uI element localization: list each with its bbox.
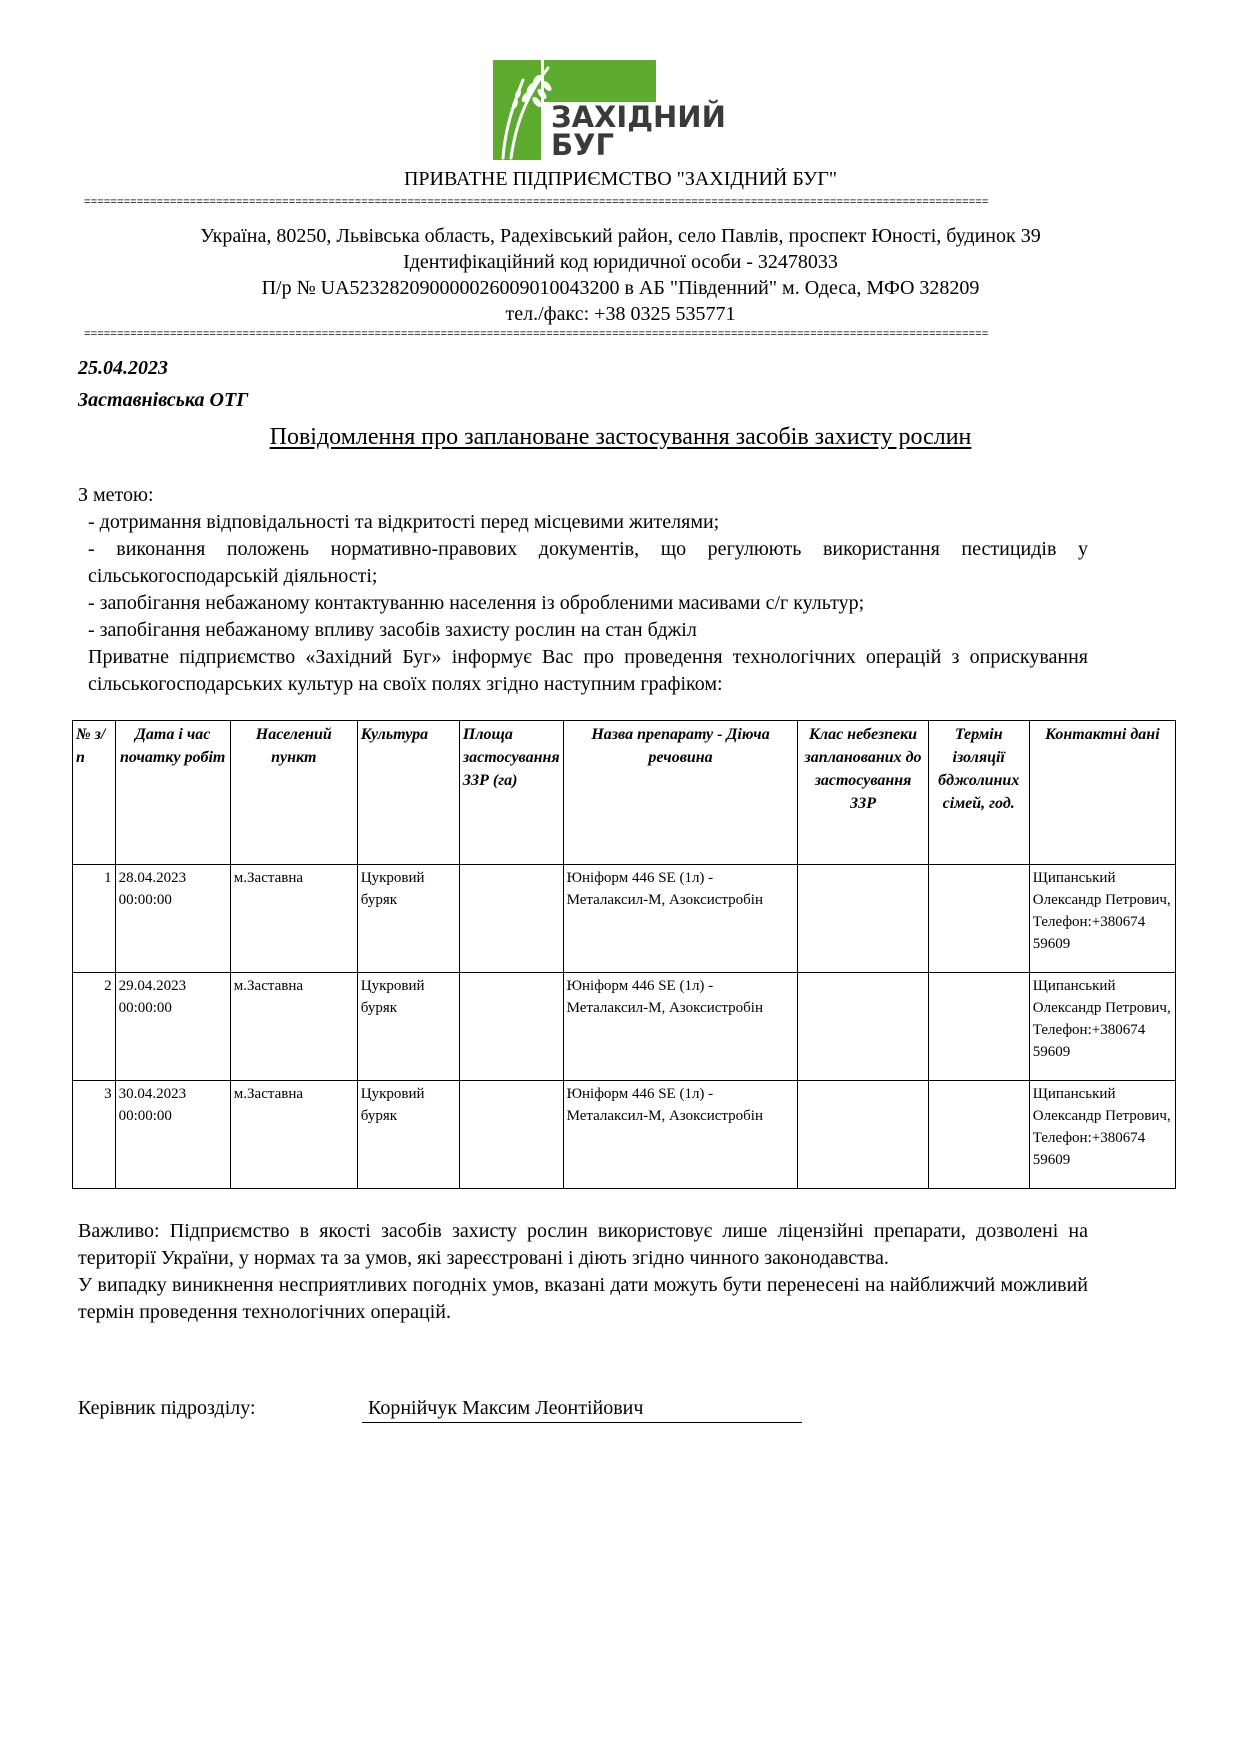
recipient: Заставнівська ОТГ bbox=[78, 389, 249, 411]
cell-date: 29.04.2023 bbox=[118, 978, 187, 994]
table-row bbox=[73, 865, 1176, 973]
cell-crop: Цукровий буряк bbox=[357, 1081, 459, 1189]
cell-hazard bbox=[798, 1081, 928, 1189]
cell-datetime bbox=[115, 1081, 230, 1189]
header-crop: Культура bbox=[357, 721, 459, 865]
purpose-intro: З метою: bbox=[78, 484, 154, 506]
table-row bbox=[73, 973, 1176, 1081]
cell-num: 2 bbox=[73, 973, 116, 1081]
purpose-item: - запобігання небажаному впливу засобів захисту рослин на стан бджіл bbox=[88, 619, 697, 641]
cell-product: Юніформ 446 SE (1л) - Металаксил-М, Азоксистробін bbox=[563, 973, 798, 1081]
cell-crop: Цукровий буряк bbox=[357, 865, 459, 973]
header-date: Дата і час початку робіт bbox=[115, 721, 230, 865]
cell-hazard bbox=[798, 865, 928, 973]
purpose-item: - дотримання відповідальності та відкритості перед місцевими жителями; bbox=[88, 511, 720, 533]
cell-date: 30.04.2023 bbox=[118, 1086, 187, 1102]
logo-text-line2: БУГ bbox=[551, 128, 614, 160]
weather-note: У випадку виникнення несприятливих погодніх умов, вказані дати можуть бути перенесені на найближчий можливий термін проведення технологічних операцій. bbox=[78, 1274, 1088, 1323]
separator-bottom: ========================================================================================================================================= bbox=[84, 331, 989, 340]
footer-notes bbox=[78, 1218, 1088, 1326]
header-product: Назва препарату - Діюча речовина bbox=[563, 721, 798, 865]
cell-num: 3 bbox=[73, 1081, 116, 1189]
header-num: № з/п bbox=[73, 721, 116, 865]
cell-datetime bbox=[115, 973, 230, 1081]
table-row bbox=[73, 1081, 1176, 1189]
cell-area bbox=[459, 1081, 563, 1189]
important-note: Важливо: Підприємство в якості засобів захисту рослин використовує лише ліцензійні препарати, дозволені на території України, у нормах та за умов, які зареєстровані і діють згідно чинного законодавства. bbox=[78, 1220, 1088, 1269]
purpose-block bbox=[78, 482, 1088, 698]
cell-isolation bbox=[928, 1081, 1029, 1189]
announcement: Приватне підприємство «Західний Буг» інформує Вас про проведення технологічних операцій з оприскування сільськогосподарських культур на своїх полях згідно наступним графіком: bbox=[88, 646, 1088, 695]
wheat-logo-icon bbox=[493, 60, 749, 160]
cell-contact: Щипанський Олександр Петрович, Телефон:+380674 59609 bbox=[1029, 1081, 1175, 1189]
cell-place: м.Заставна bbox=[230, 973, 357, 1081]
cell-isolation bbox=[928, 973, 1029, 1081]
document-title: Повідомлення про заплановане застосування засобів захисту рослин bbox=[269, 424, 972, 450]
phone-fax: тел./факс: +38 0325 535771 bbox=[505, 303, 736, 325]
cell-contact: Щипанський Олександр Петрович, Телефон:+380674 59609 bbox=[1029, 973, 1175, 1081]
header-area: Площа застосування ЗЗР (га) bbox=[459, 721, 563, 865]
signature-name: Корнійчук Максим Леонтійович bbox=[362, 1397, 802, 1423]
spraying-schedule-table bbox=[72, 720, 1176, 1189]
cell-place: м.Заставна bbox=[230, 1081, 357, 1189]
cell-time: 00:00:00 bbox=[118, 1108, 172, 1124]
header-hazard: Клас небезпеки запланованих до застосування ЗЗР bbox=[798, 721, 928, 865]
legal-code: Ідентифікаційний код юридичної особи - 32478033 bbox=[403, 251, 838, 273]
header-isolation: Термін ізоляції бджолиних сімей, год. bbox=[928, 721, 1029, 865]
signature-label: Керівник підрозділу: bbox=[78, 1397, 256, 1419]
cell-product: Юніформ 446 SE (1л) - Металаксил-М, Азоксистробін bbox=[563, 1081, 798, 1189]
header-place: Населений пункт bbox=[230, 721, 357, 865]
cell-contact: Щипанський Олександр Петрович, Телефон:+380674 59609 bbox=[1029, 865, 1175, 973]
company-address: Україна, 80250, Львівська область, Радехівський район, село Павлів, проспект Юності, будинок 39 bbox=[200, 225, 1041, 247]
table-header-row bbox=[73, 721, 1176, 865]
cell-datetime bbox=[115, 865, 230, 973]
company-name: ПРИВАТНЕ ПІДПРИЄМСТВО "ЗАХІДНИЙ БУГ" bbox=[403, 168, 838, 190]
header-contact: Контактні дані bbox=[1029, 721, 1175, 865]
cell-place: м.Заставна bbox=[230, 865, 357, 973]
cell-time: 00:00:00 bbox=[118, 1000, 172, 1016]
cell-product: Юніформ 446 SE (1л) - Металаксил-М, Азоксистробін bbox=[563, 865, 798, 973]
cell-hazard bbox=[798, 973, 928, 1081]
cell-area bbox=[459, 973, 563, 1081]
cell-area bbox=[459, 865, 563, 973]
cell-num: 1 bbox=[73, 865, 116, 973]
cell-isolation bbox=[928, 865, 1029, 973]
cell-date: 28.04.2023 bbox=[118, 870, 187, 886]
bank-details: П/р № UA523282090000026009010043200 в АБ "Південний" м. Одеса, МФО 328209 bbox=[261, 277, 980, 299]
purpose-item: - запобігання небажаному контактуванню населення із обробленими масивами с/г культур; bbox=[88, 592, 865, 614]
logo-text-line1: ЗАХІДНИЙ bbox=[551, 100, 726, 134]
cell-crop: Цукровий буряк bbox=[357, 973, 459, 1081]
purpose-item: - виконання положень нормативно-правових документів, що регулюють використання пестицидів у сільськогосподарській діяльності; bbox=[88, 538, 1088, 587]
company-logo bbox=[493, 60, 749, 160]
separator-top: ========================================================================================================================================= bbox=[84, 199, 989, 208]
document-date: 25.04.2023 bbox=[78, 357, 168, 379]
cell-time: 00:00:00 bbox=[118, 892, 172, 908]
